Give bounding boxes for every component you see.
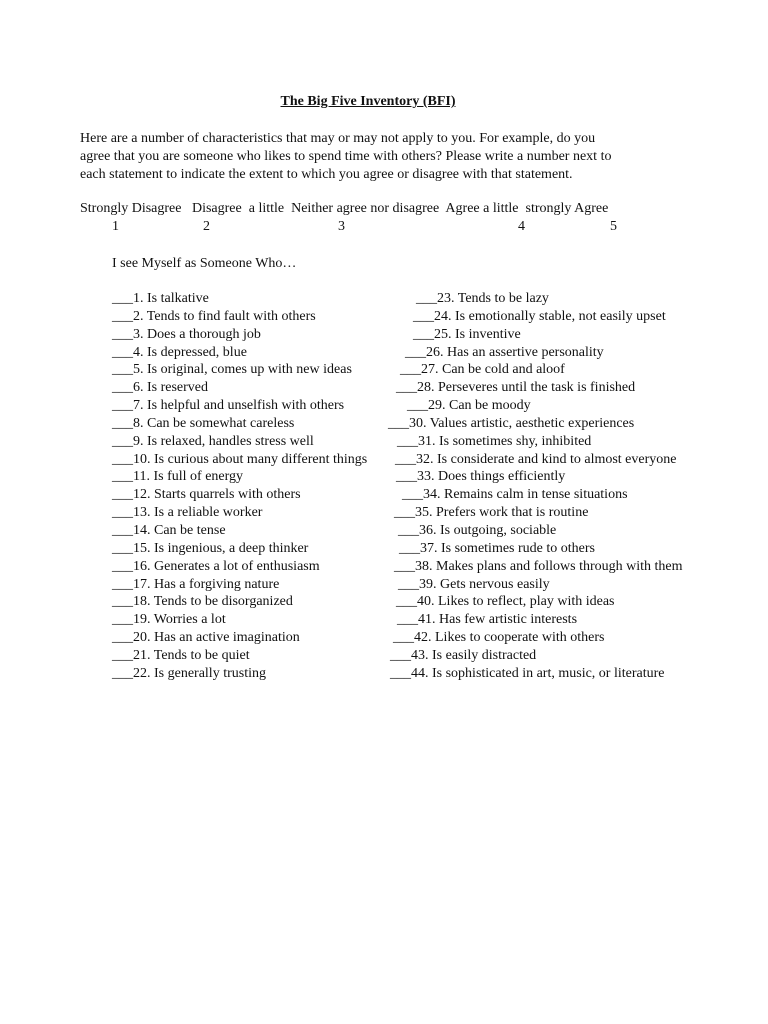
questionnaire-item: ___2. Tends to find fault with others xyxy=(112,308,316,324)
questionnaire-row xyxy=(0,504,768,522)
questionnaire-item: ___40. Likes to reflect, play with ideas xyxy=(396,594,615,610)
questionnaire-item: ___22. Is generally trusting xyxy=(112,665,266,681)
questionnaire-item: ___3. Does a thorough job xyxy=(112,326,261,342)
questionnaire-item: ___24. Is emotionally stable, not easily upset xyxy=(413,308,666,324)
questionnaire-item: ___38. Makes plans and follows through with them xyxy=(394,558,683,574)
questionnaire-row xyxy=(0,451,768,469)
questionnaire-item: ___4. Is depressed, blue xyxy=(112,344,247,360)
questionnaire-item: ___14. Can be tense xyxy=(112,522,226,538)
questionnaire-item: ___33. Does things efficiently xyxy=(396,469,566,485)
questionnaire-row xyxy=(0,308,768,326)
questionnaire-item: ___29. Can be moody xyxy=(407,398,531,414)
questionnaire-row xyxy=(0,379,768,397)
scale-number-2: 2 xyxy=(203,219,210,234)
questionnaire-item: ___18. Tends to be disorganized xyxy=(112,594,293,610)
questionnaire-item: ___34. Remains calm in tense situations xyxy=(402,487,628,503)
questionnaire-item: ___31. Is sometimes shy, inhibited xyxy=(397,433,592,449)
questionnaire-row xyxy=(0,486,768,504)
intro-line: Here are a number of characteristics that may or may not apply to you. For example, do you xyxy=(80,131,596,146)
questionnaire-item: ___21. Tends to be quiet xyxy=(112,647,250,663)
questionnaire-row xyxy=(0,665,768,683)
questionnaire-row xyxy=(0,576,768,594)
questionnaire-item: ___28. Perseveres until the task is finished xyxy=(396,380,636,396)
questionnaire-item: ___6. Is reserved xyxy=(112,380,209,396)
questionnaire-item: ___12. Starts quarrels with others xyxy=(112,487,301,503)
questionnaire-row xyxy=(0,415,768,433)
questionnaire-row xyxy=(0,397,768,415)
questionnaire-row xyxy=(0,290,768,308)
questionnaire-item: ___20. Has an active imagination xyxy=(112,630,300,646)
questionnaire-row xyxy=(0,593,768,611)
questionnaire-item: ___26. Has an assertive personality xyxy=(405,344,604,360)
questionnaire-item: ___5. Is original, comes up with new ideas xyxy=(112,362,352,378)
questionnaire-row xyxy=(0,540,768,558)
questionnaire-item: ___10. Is curious about many different things xyxy=(112,451,368,467)
questionnaire-item: ___19. Worries a lot xyxy=(112,612,226,628)
questionnaire-item: ___37. Is sometimes rude to others xyxy=(399,540,595,556)
questionnaire-row xyxy=(0,558,768,576)
questionnaire-item: ___30. Values artistic, aesthetic experiences xyxy=(388,415,635,431)
intro-paragraph xyxy=(80,130,611,184)
questionnaire-item: ___39. Gets nervous easily xyxy=(398,576,550,592)
questionnaire-item: ___17. Has a forgiving nature xyxy=(112,576,280,592)
questionnaire-item: ___11. Is full of energy xyxy=(112,469,244,485)
questionnaire-item: ___15. Is ingenious, a deep thinker xyxy=(112,540,309,556)
questionnaire-item: ___23. Tends to be lazy xyxy=(416,291,549,306)
scale-number-5: 5 xyxy=(610,219,617,234)
questionnaire-item: ___41. Has few artistic interests xyxy=(397,612,578,628)
rating-scale-labels: Strongly Disagree Disagree a little Neither agree nor disagree Agree a little strongly Agree xyxy=(80,201,609,216)
questionnaire-row xyxy=(0,326,768,344)
questionnaire-row xyxy=(0,344,768,362)
questionnaire-item: ___43. Is easily distracted xyxy=(390,647,537,663)
intro-line: agree that you are someone who likes to spend time with others? Please write a number next to xyxy=(80,149,612,164)
scale-number-1: 1 xyxy=(112,219,119,234)
questionnaire-item: ___35. Prefers work that is routine xyxy=(394,505,589,521)
subheading: I see Myself as Someone Who… xyxy=(112,256,297,271)
questionnaire-item: ___7. Is helpful and unselfish with others xyxy=(112,398,345,414)
scale-number-4: 4 xyxy=(518,219,525,234)
scale-number-3: 3 xyxy=(338,219,345,234)
questionnaire-item: ___1. Is talkative xyxy=(112,291,209,306)
questionnaire-item: ___13. Is a reliable worker xyxy=(112,505,263,521)
right-item-list xyxy=(0,290,768,683)
questionnaire-item: ___36. Is outgoing, sociable xyxy=(398,522,557,538)
questionnaire-row xyxy=(0,647,768,665)
questionnaire-item: ___9. Is relaxed, handles stress well xyxy=(112,433,314,449)
page-title: The Big Five Inventory (BFI) xyxy=(280,94,456,109)
questionnaire-item: ___27. Can be cold and aloof xyxy=(400,362,565,378)
questionnaire-item: ___42. Likes to cooperate with others xyxy=(393,630,605,646)
questionnaire-row xyxy=(0,611,768,629)
intro-line: each statement to indicate the extent to which you agree or disagree with that statement. xyxy=(80,167,573,182)
questionnaire-row xyxy=(0,468,768,486)
questionnaire-item: ___25. Is inventive xyxy=(413,326,521,342)
questionnaire-row xyxy=(0,433,768,451)
questionnaire-row xyxy=(0,522,768,540)
questionnaire-item: ___32. Is considerate and kind to almost everyone xyxy=(395,451,677,467)
questionnaire-row xyxy=(0,361,768,379)
questionnaire-item: ___44. Is sophisticated in art, music, or literature xyxy=(390,665,665,681)
questionnaire-item: ___8. Can be somewhat careless xyxy=(112,415,295,431)
questionnaire-item: ___16. Generates a lot of enthusiasm xyxy=(112,558,320,574)
questionnaire-row xyxy=(0,629,768,647)
